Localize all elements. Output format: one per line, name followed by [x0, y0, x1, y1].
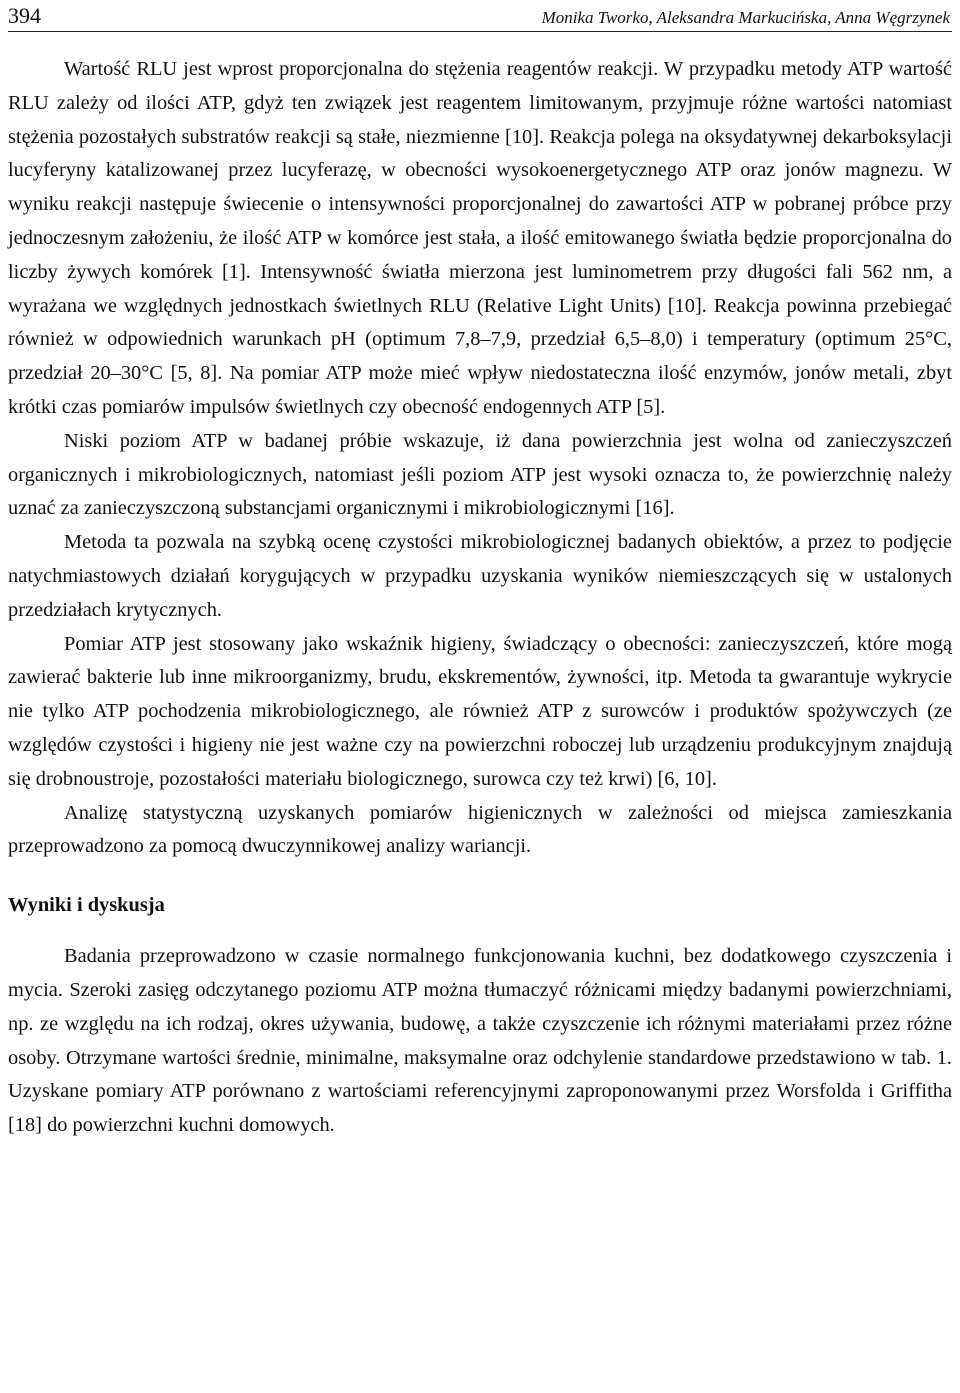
section-heading-results: Wyniki i dyskusja [8, 894, 165, 917]
paragraph-statistical-analysis: Analizę statystyczną uzyskanych pomiarów higienicznych w zależności od miejsca zamieszkania przeprowadzono za pomocą dwuczynnikowej analizy wariancji. [8, 801, 952, 858]
paragraph-method-assessment: Metoda ta pozwala na szybką ocenę czystości mikrobiologicznej badanych obiektów, a przez to podjęcie natychmiastowych działań korygujących w przypadku uzyskania wyników niemieszczących się w ustalonych przedziałach krytycznych. [8, 531, 952, 621]
article-body [8, 53, 952, 1143]
paragraph-rlu-method: Wartość RLU jest wprost proporcjonalna do stężenia reagentów reakcji. W przypadku metody ATP wartość RLU zależy od ilości ATP, gdyż ten związek jest reagentem limitowanym, przyjmuje różne wartości natomiast stężenia pozostałych substratów reakcji są stałe, niezmienne [10]. Reakcja polega na oksydatywnej dekarboksylacji lucyferyny katalizowanej przez lucyferazę, w obecności wysokoenergetycznego ATP oraz jonów magnezu. W wyniku reakcji następuje świecenie o intensywności proporcjonalnej do zawartości ATP w pobranej próbce przy jednoczesnym założeniu, że ilość ATP w komórce jest stała, a ilość emitowanego światła będzie proporcjonalna do liczby żywych komórek [1]. Intensywność światła mierzona jest luminometrem przy długości fali 562 nm, a wyrażana we względnych jednostkach świetlnych RLU (Relative Light Units) [10]. Reakcja powinna przebiegać również w odpowiednich warunkach pH (optimum 7,8–7,9, przedział 6,5–8,0) i temperatury (optimum 25°C, przedział 20–30°C [5, 8]. Na pomiar ATP może mieć wpływ niedostateczna ilość enzymów, jonów metali, zbyt krótki czas pomiarów impulsów świetlnych czy obecność endogennych ATP [5]. [8, 58, 952, 418]
paragraph-results: Badania przeprowadzono w czasie normalnego funkcjonowania kuchni, bez dodatkowego czyszczenia i mycia. Szeroki zasięg odczytanego poziomu ATP można tłumaczyć różnicami między badanymi powierzchniami, np. ze względu na ich rodzaj, okres używania, budowę, a także czyszczenie ich różnymi materiałami przez różne osoby. Otrzymane wartości średnie, minimalne, maksymalne oraz odchylenie standardowe przedstawiono w tab. 1. Uzyskane pomiary ATP porównano z wartościami referencyjnymi zaproponowanymi przez Worsfolda i Griffitha [18] do powierzchni kuchni domowych. [8, 945, 952, 1137]
page-number: 394 [8, 3, 41, 28]
paragraph-low-atp: Niski poziom ATP w badanej próbie wskazuje, iż dana powierzchnia jest wolna od zanieczyszczeń organicznych i mikrobiologicznych, natomiast jeśli poziom ATP jest wysoki oznacza to, że powierzchnię należy uznać za zanieczyszczoną substancjami organicznymi i mikrobiologicznymi [16]. [8, 429, 952, 520]
paragraph-hygiene-indicator: Pomiar ATP jest stosowany jako wskaźnik higieny, świadczący o obecności: zanieczyszczeń, które mogą zawierać bakterie lub inne mikroorganizmy, brudu, ekskrementów, żywności, itp. Metoda ta gwarantuje wykrycie nie tylko ATP pochodzenia mikrobiologicznego, ale również ATP z surowców i produktów spożywczych (ze względów czystości i higieny nie jest ważne czy na powierzchni roboczej lub urządzeniu produkcyjnym znajdują się drobnoustroje, pozostałości materiału biologicznego, surowca czy też krwi) [6, 10]. [8, 632, 952, 790]
running-header [8, 0, 952, 32]
running-header-authors: Monika Tworko, Aleksandra Markucińska, Anna Węgrzynek [541, 8, 950, 27]
